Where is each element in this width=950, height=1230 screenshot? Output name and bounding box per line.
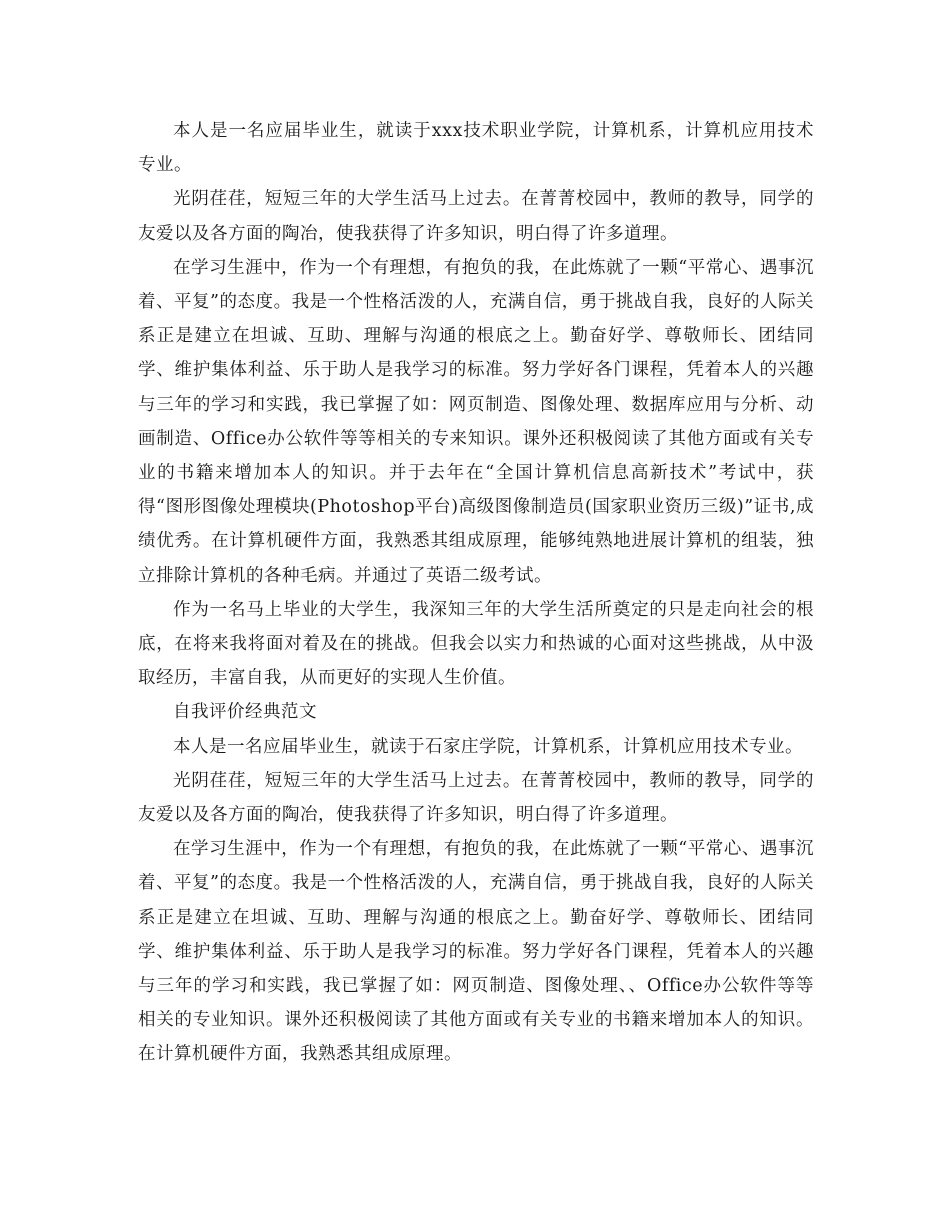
- paragraph: 在学习生涯中，作为一个有理想，有抱负的我，在此炼就了一颗“平常心、遇事沉着、平复”的态度。我是一个性格活泼的人，充满自信，勇于挑战自我，良好的人际关系正是建立在坦诚、互助、理解与沟通的根底之上。勤奋好学、尊敬师长、团结同学、维护集体利益、乐于助人是我学习的标准。努力学好各门课程，凭着本人的兴趣与三年的学习和实践，我已掌握了如：网页制造、图像处理、数据库应用与分析、动画制造、Office办公软件等等相关的专来知识。课外还积极阅读了其他方面或有关专业的书籍来增加本人的知识。并于去年在“全国计算机信息高新技术”考试中，获得“图形图像处理模块(Photoshop平台)高级图像制造员(国家职业资历三级)”证书,成绩优秀。在计算机硬件方面，我熟悉其组成原理，能够纯熟地进展计算机的组装，独立排除计算机的各种毛病。并通过了英语二级考试。: [138, 257, 814, 586]
- paragraph: 光阴荏荏，短短三年的大学生活马上过去。在菁菁校园中，教师的教导，同学的友爱以及各方面的陶冶，使我获得了许多知识，明白得了许多道理。: [138, 189, 814, 244]
- paragraph: 在学习生涯中，作为一个有理想，有抱负的我，在此炼就了一颗“平常心、遇事沉着、平复”的态度。我是一个性格活泼的人，充满自信，勇于挑战自我，良好的人际关系正是建立在坦诚、互助、理解与沟通的根底之上。勤奋好学、尊敬师长、团结同学、维护集体利益、乐于助人是我学习的标准。努力学好各门课程，凭着本人的兴趣与三年的学习和实践，我已掌握了如：网页制造、图像处理、、Office办公软件等等相关的专业知识。课外还积极阅读了其他方面或有关专业的书籍来增加本人的知识。在计算机硬件方面，我熟悉其组成原理。: [138, 839, 814, 1065]
- paragraph: 本人是一名应届毕业生，就读于石家庄学院，计算机系，计算机应用技术专业。: [173, 736, 803, 757]
- section-heading: 自我评价经典范文: [173, 702, 317, 723]
- paragraph: 光阴荏荏，短短三年的大学生活马上过去。在菁菁校园中，教师的教导，同学的友爱以及各方面的陶冶，使我获得了许多知识，明白得了许多道理。: [138, 770, 814, 826]
- paragraph: 作为一名马上毕业的大学生，我深知三年的大学生活所奠定的只是走向社会的根底，在将来我将面对着及在的挑战。但我会以实力和热诚的心面对这些挑战，从中汲取经历，丰富自我，从而更好的实现人生价值。: [138, 599, 814, 689]
- document-body: [138, 114, 814, 1072]
- paragraph: 本人是一名应届毕业生，就读于xxx技术职业学院，计算机系，计算机应用技术专业。: [138, 121, 814, 176]
